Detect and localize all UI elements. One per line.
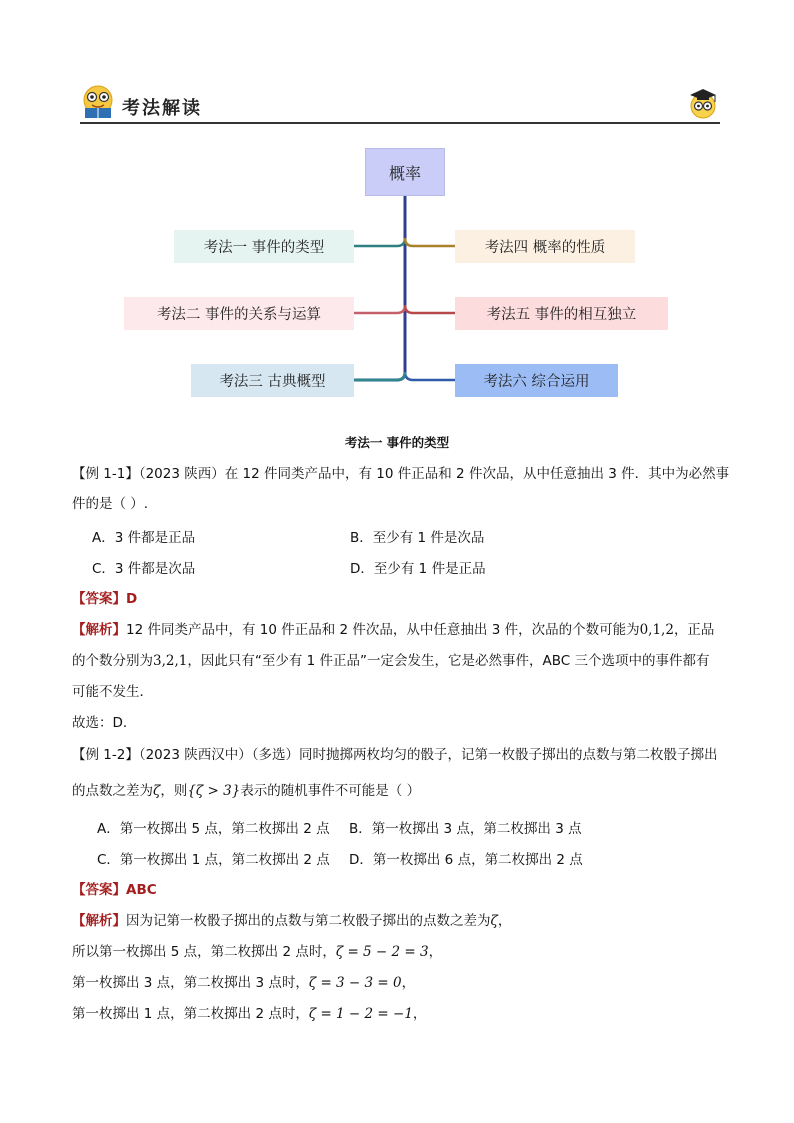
example2-option-c: C．第一枚掷出 1 点，第二枚掷出 2 点 — [97, 852, 330, 868]
branch-n1 — [354, 238, 405, 246]
example2-analysis-1-end: ， — [497, 913, 512, 929]
mindmap-root: 概率 — [365, 148, 445, 196]
step-end: ， — [412, 1006, 427, 1022]
example2-stem-line2 — [72, 781, 732, 801]
example2-stem-1: 同时抛掷两枚均匀的骰子，记第一枚骰子掷出的点数与第二枚骰子掷出 — [299, 747, 718, 763]
step-text: 第一枚掷出 3 点，第二枚掷出 3 点时， — [72, 975, 309, 991]
example2-option-a: A．第一枚掷出 5 点，第二枚掷出 2 点 — [97, 821, 330, 837]
example1-analysis-line1 — [72, 620, 732, 640]
example2-tag: 【例 1-2】 — [72, 747, 139, 763]
mindmap-node-2: 考法二 事件的关系与运算 — [124, 297, 354, 330]
trunk-line — [354, 196, 405, 380]
example1-answer — [72, 589, 732, 609]
mindmap-node-4: 考法四 概率的性质 — [455, 230, 635, 263]
mindmap-node-5: 考法五 事件的相互独立 — [455, 297, 668, 330]
example2-option-b: B．第一枚掷出 3 点，第二枚掷出 3 点 — [349, 821, 582, 837]
example2-step-3 — [72, 1004, 732, 1024]
example1-answer-value: D — [126, 591, 138, 607]
example1-stem-line1 — [72, 464, 732, 484]
example2-analysis-1: 因为记第一枚骰子掷出的点数与第二枚骰子掷出的点数之差为 — [126, 913, 491, 929]
example1-defective-counts: 0,1,2 — [639, 622, 674, 638]
mindmap-node-1: 考法一 事件的类型 — [174, 230, 354, 263]
example2-stem-2a: 的点数之差为 — [72, 783, 153, 799]
example1-option-b: B．至少有 1 件是次品 — [350, 530, 485, 546]
step-formula: ζ = 5 − 2 = 3 — [335, 944, 429, 960]
example2-step-2 — [72, 973, 732, 993]
example2-option-d: D．第一枚掷出 6 点，第二枚掷出 2 点 — [349, 852, 583, 868]
example1-tag: 【例 1-1】 — [72, 466, 139, 482]
step-formula: ζ = 1 − 2 = −1 — [308, 1006, 413, 1022]
example1-analysis-1a: 12 件同类产品中，有 10 件正品和 2 件次品，从中任意抽出 3 件，次品的个数可能为 — [126, 622, 640, 638]
example1-option-a: A．3 件都是正品 — [92, 530, 196, 546]
example1-analysis-line2 — [72, 651, 732, 671]
example1-option-d: D．至少有 1 件是正品 — [350, 561, 486, 577]
example1-option-c: C．3 件都是次品 — [92, 561, 196, 577]
branch-n6 — [405, 372, 455, 380]
header-title: 考法解读 — [122, 98, 202, 119]
branch-n5 — [405, 305, 455, 313]
example2-zeta: ζ — [153, 783, 161, 799]
example2-answer — [72, 880, 732, 900]
mindmap-connectors — [0, 0, 794, 420]
step-formula: ζ = 3 − 3 = 0 — [308, 975, 402, 991]
mindmap-node-3: 考法三 古典概型 — [191, 364, 354, 397]
branch-n2 — [354, 305, 405, 313]
example2-event-set: {ζ > 3} — [187, 783, 241, 799]
branch-n4 — [405, 238, 455, 246]
step-end: ， — [401, 975, 416, 991]
example1-stem-2: 件的是（ ）. — [72, 496, 149, 512]
example1-genuine-counts: 3,2,1 — [153, 653, 188, 669]
branch-n3 — [354, 372, 405, 380]
step-end: ， — [428, 944, 443, 960]
step-text: 所以第一枚掷出 5 点，第二枚掷出 2 点时， — [72, 944, 336, 960]
example2-analysis-zeta: ζ — [490, 913, 498, 929]
example2-stem-line1 — [72, 745, 732, 765]
example2-stem-2d: 表示的随机事件不可能是（ ） — [240, 783, 421, 799]
section-title: 考法一 事件的类型 — [344, 435, 450, 450]
example2-answer-value: ABC — [126, 882, 157, 898]
example1-analysis-2a: 的个数分别为 — [72, 653, 153, 669]
example1-conclusion: 故选：D． — [72, 715, 137, 731]
example2-step-1 — [72, 942, 732, 962]
example1-analysis-1c: ，正品 — [673, 622, 715, 638]
example2-analysis-tag: 【解析】 — [72, 913, 126, 929]
example2-stem-2b: ，则 — [160, 783, 188, 799]
example1-analysis-2c: ，因此只有“至少有 1 件正品”一定会发生，它是必然事件，ABC 三个选项中的事件都有 — [187, 653, 710, 669]
example1-stem-1: 在 12 件同类产品中，有 10 件正品和 2 件次品，从中任意抽出 3 件．其中为必然事 — [224, 466, 730, 482]
example1-answer-tag: 【答案】 — [72, 591, 126, 607]
mindmap-node-6: 考法六 综合运用 — [455, 364, 618, 397]
example1-source: （2023 陕西） — [138, 466, 225, 482]
example2-analysis-line1 — [72, 911, 732, 931]
example2-source: （2023 陕西汉中）（多选） — [138, 747, 299, 763]
example1-analysis-3: 可能不发生． — [72, 684, 153, 700]
example1-analysis-tag: 【解析】 — [72, 622, 126, 638]
step-text: 第一枚掷出 1 点，第二枚掷出 2 点时， — [72, 1006, 309, 1022]
example2-answer-tag: 【答案】 — [72, 882, 126, 898]
